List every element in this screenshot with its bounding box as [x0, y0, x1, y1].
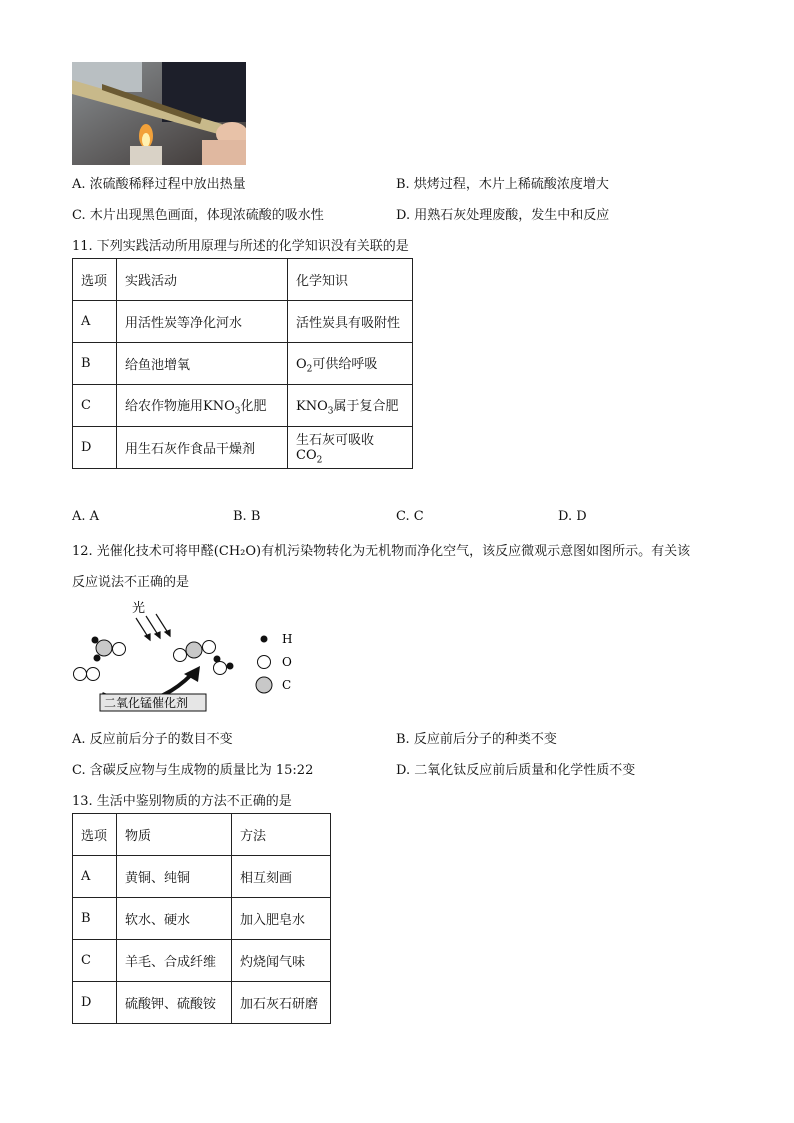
knowledge-cell: [288, 385, 413, 427]
q10-option-b: B. 烘烤过程，木片上稀硫酸浓度增大: [396, 177, 609, 192]
option-cell: D: [73, 427, 117, 469]
subscript: 2: [306, 364, 313, 375]
option-cell: A: [73, 301, 117, 343]
q11-answer-d: D. D: [558, 509, 587, 524]
header-cell: 化学知识: [288, 259, 413, 301]
light-arrows: [136, 614, 170, 640]
method-cell: 加入肥皂水: [232, 898, 331, 940]
method-cell: 相互刻画: [232, 856, 331, 898]
option-cell: A: [73, 856, 117, 898]
table-row: [73, 814, 331, 856]
legend-c: C: [282, 678, 292, 692]
q12-option-a: A. 反应前后分子的数目不变: [72, 732, 233, 747]
q10-option-d: D. 用熟石灰处理废酸，发生中和反应: [396, 208, 610, 223]
activity-cell: [117, 385, 288, 427]
subscript: 3: [327, 406, 334, 417]
substance-cell: 硫酸钾、硫酸铵: [117, 982, 232, 1024]
option-cell: C: [73, 385, 117, 427]
header-cell: 物质: [117, 814, 232, 856]
option-cell: D: [73, 982, 117, 1024]
knowledge-cell: [288, 427, 413, 469]
carbon-dioxide-molecule: [174, 641, 216, 662]
table-row: [73, 856, 331, 898]
activity-cell: 用生石灰作食品干燥剂: [117, 427, 288, 469]
table-row: [73, 982, 331, 1024]
method-cell: 加石灰石研磨: [232, 982, 331, 1024]
substance-cell: 羊毛、合成纤维: [117, 940, 232, 982]
activity-cell: 给鱼池增氧: [117, 343, 288, 385]
legend-o: O: [282, 655, 292, 669]
table-row: [73, 385, 413, 427]
light-label: 光: [132, 601, 146, 616]
header-cell: 选项: [73, 259, 117, 301]
formula-text: KNO: [296, 398, 328, 414]
option-cell: B: [73, 898, 117, 940]
option-cell: B: [73, 343, 117, 385]
knowledge-cell: 活性炭具有吸附性: [288, 301, 413, 343]
header-cell: 选项: [73, 814, 117, 856]
subscript: 2: [316, 455, 323, 466]
q13-table: [72, 813, 331, 1024]
experiment-photo: [72, 62, 246, 165]
reaction-diagram: [70, 596, 310, 716]
substance-cell: 软水、硬水: [117, 898, 232, 940]
formaldehyde-molecule: [92, 637, 126, 662]
table-row: [73, 259, 413, 301]
table-row: [73, 301, 413, 343]
formula-text: 化肥: [240, 398, 267, 414]
formula-text: 生石灰可吸收 CO: [296, 433, 375, 464]
q12-option-d: D. 二氧化钛反应前后质量和化学性质不变: [396, 763, 636, 778]
subscript: 3: [234, 406, 241, 417]
formula-text: 可供给呼吸: [312, 356, 378, 372]
q11-stem: 11. 下列实践活动所用原理与所述的化学知识没有关联的是: [72, 239, 409, 254]
knowledge-cell: [288, 343, 413, 385]
table-row: [73, 427, 413, 469]
atom-legend: [256, 632, 292, 693]
formula-text: 属于复合肥: [333, 398, 399, 414]
formula-text: O: [296, 356, 307, 372]
header-cell: 实践活动: [117, 259, 288, 301]
activity-cell: 用活性炭等净化河水: [117, 301, 288, 343]
q12-stem-line1: 12. 光催化技术可将甲醛(CH₂O)有机污染物转化为无机物而净化空气，该反应微观示意图如图所示。有关该: [72, 544, 691, 559]
table-row: [73, 343, 413, 385]
header-cell: 方法: [232, 814, 331, 856]
table-row: [73, 940, 331, 982]
q10-option-a: A. 浓硫酸稀释过程中放出热量: [72, 177, 246, 192]
legend-h: H: [282, 632, 293, 646]
option-cell: C: [73, 940, 117, 982]
carbon-legend-icon: [256, 677, 272, 693]
q11-table: [72, 258, 413, 469]
hydrogen-legend-icon: [261, 636, 268, 643]
q12-option-c: C. 含碳反应物与生成物的质量比为 15:22: [72, 763, 314, 778]
substance-cell: 黄铜、纯铜: [117, 856, 232, 898]
q12-stem-line2: 反应说法不正确的是: [72, 575, 190, 590]
q11-answer-b: B. B: [233, 509, 261, 524]
formula-text: 给农作物施用KNO: [125, 398, 235, 414]
oxygen-molecule: [74, 668, 100, 681]
oxygen-legend-icon: [258, 656, 271, 669]
water-molecule: [214, 656, 234, 675]
q12-option-b: B. 反应前后分子的种类不变: [396, 732, 557, 747]
q11-answer-a: A. A: [72, 509, 100, 524]
q11-answer-c: C. C: [396, 509, 424, 524]
table-row: [73, 898, 331, 940]
catalyst-label: 二氧化锰催化剂: [104, 696, 189, 710]
q13-stem: 13. 生活中鉴别物质的方法不正确的是: [72, 794, 292, 809]
method-cell: 灼烧闻气味: [232, 940, 331, 982]
q10-option-c: C. 木片出现黑色画面，体现浓硫酸的吸水性: [72, 208, 324, 223]
